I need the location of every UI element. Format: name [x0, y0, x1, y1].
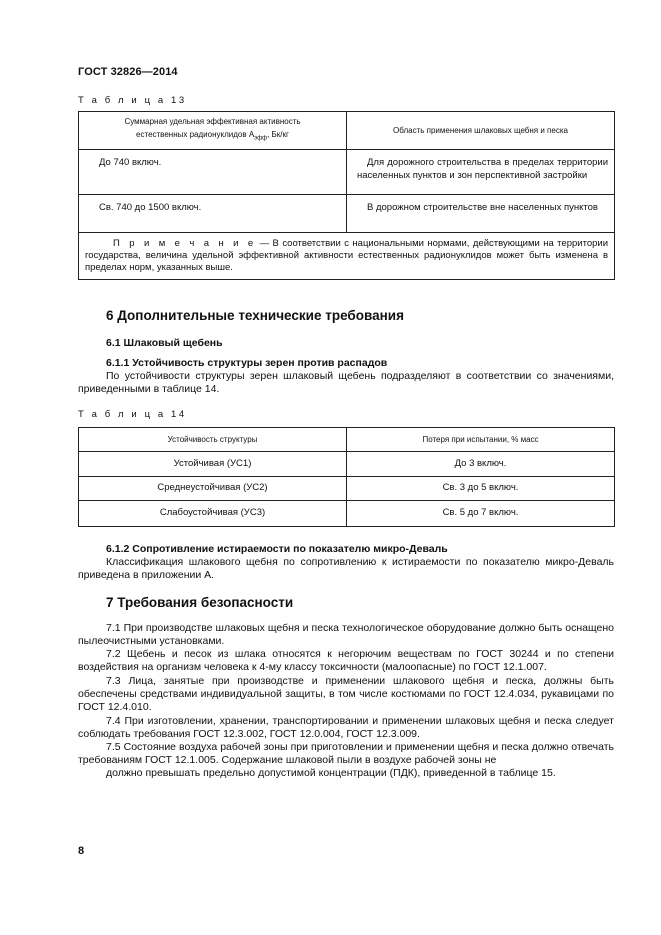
section-7-5-part-b: должно превышать предельно допустимой концентрации (ПДК), приведенной в таблице 15.: [106, 767, 556, 779]
table-13-note-row: [79, 233, 615, 280]
table-14-col2-header: Потеря при испытании, % масс: [347, 428, 615, 452]
col1-header-line2: [80, 128, 345, 146]
table-14-stability-cell: Слабоустойчивая (УС3): [79, 501, 347, 527]
section-6-1-1-text: По устойчивости структуры зерен шлаковый щебень подразделяют в соответствии со значениями, приведенными в таблице 14.: [78, 370, 614, 395]
note-text: — В соответствии с национальными нормами, действующими на территории государства, величина удельной эффективной активности естественных радионуклидов может быть изменена в пределах норм, указанных выше.: [85, 238, 608, 274]
section-7-3: 7.3 Лица, занятые при производстве и применении шлакового щебня и песка, должны быть обеспечены средствами индивидуальной защиты, в том числе костюмами по ГОСТ 12.4.034, рукавицами по ГОСТ 12.4.010.: [78, 675, 614, 713]
table-13-caption: Т а б л и ц а 13: [78, 95, 187, 106]
table-14-header-row: [79, 428, 615, 452]
section-7-1: 7.1 При производстве шлаковых щебня и песка технологическое оборудование должно быть оснащено пылеочистными установками.: [78, 622, 614, 647]
col1-header-sub: эфф: [254, 135, 268, 142]
col1-header-line2-pre: естественных радионуклидов A: [136, 130, 255, 140]
table-14: [78, 427, 615, 527]
section-6-1-2-text: Классификация шлакового щебня по сопротивлению к истираемости по показателю микро-Деваль приведена в приложении А.: [78, 556, 614, 581]
table-13-header-row: [79, 112, 615, 150]
table-14-stability-cell: Среднеустойчивая (УС2): [79, 477, 347, 501]
section-6-title: 6 Дополнительные технические требования: [106, 308, 404, 323]
table-13: [78, 111, 615, 280]
table-14-loss-cell: Св. 5 до 7 включ.: [347, 501, 615, 527]
table-13-activity-cell: Св. 740 до 1500 включ.: [79, 195, 347, 233]
section-7-4: 7.4 При изготовлении, хранении, транспортировании и применении шлаковых щебня и песка следует соблюдать требования ГОСТ 12.3.002, ГОСТ 12.0.004, ГОСТ 12.3.009.: [78, 715, 614, 740]
section-7-2: 7.2 Щебень и песок из шлака относятся к негорючим веществам по ГОСТ 30244 и по степени воздействия на организм человека к 4-му классу токсичности (малоопасные) по ГОСТ 12.1.007.: [78, 648, 614, 673]
section-7-5-part-a: 7.5 Состояние воздуха рабочей зоны при приготовлении и применении щебня и песка должно отвечать требованиям ГОСТ 12.1.005. Содержание шлаковой пыли в воздухе рабочей зоны не: [78, 741, 614, 766]
table-13-area-cell: Для дорожного строительства в пределах территории населенных пунктов и зон перспективной застройки: [347, 150, 615, 195]
section-6-1-title: 6.1 Шлаковый щебень: [106, 337, 223, 349]
table-row: [79, 477, 615, 501]
table-13-col1-header: [79, 112, 347, 150]
table-row: [79, 452, 615, 477]
table-row: [79, 501, 615, 527]
table-row: [79, 195, 615, 233]
section-6-1-2-title: 6.1.2 Сопротивление истираемости по показателю микро-Деваль: [106, 543, 448, 555]
table-13-activity-cell: До 740 включ.: [79, 150, 347, 195]
col1-header-line2-post: , Бк/кг: [267, 130, 289, 140]
table-13-note: [79, 233, 615, 280]
page-number: 8: [78, 845, 85, 857]
table-row: [79, 150, 615, 195]
section-6-1-1-title: 6.1.1 Устойчивость структуры зерен против распадов: [106, 357, 388, 369]
col1-header-line1: Суммарная удельная эффективная активность: [124, 117, 301, 127]
table-14-stability-cell: Устойчивая (УС1): [79, 452, 347, 477]
section-7-title: 7 Требования безопасности: [106, 595, 294, 610]
table-13-area-cell: В дорожном строительстве вне населенных пунктов: [347, 195, 615, 233]
table-14-caption: Т а б л и ц а 14: [78, 409, 187, 420]
table-14-loss-cell: Св. 3 до 5 включ.: [347, 477, 615, 501]
note-label: П р и м е ч а н и е: [113, 238, 257, 249]
table-13-col2-header: Область применения шлаковых щебня и песка: [347, 112, 615, 150]
table-14-loss-cell: До 3 включ.: [347, 452, 615, 477]
table-14-col1-header: Устойчивость структуры: [79, 428, 347, 452]
document-header: ГОСТ 32826—2014: [78, 66, 178, 78]
